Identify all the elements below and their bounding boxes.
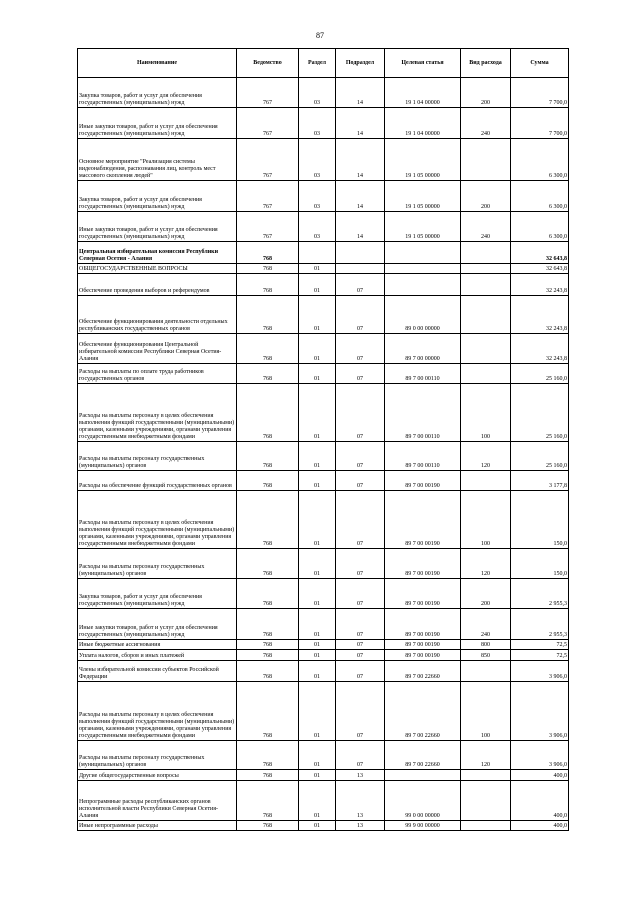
cell-expense-type: 100 (461, 384, 511, 442)
cell-target-article: 89 7 00 00190 (385, 491, 461, 549)
cell-subsection: 14 (336, 139, 385, 181)
header-expense-type: Вид расхода (461, 49, 511, 78)
table-row (78, 741, 569, 770)
cell-target-article: 89 7 00 00190 (385, 549, 461, 579)
cell-name: Члены избирательной комиссии субъектов Российской Федерации (78, 661, 237, 682)
cell-department: 768 (237, 770, 299, 781)
cell-subsection: 07 (336, 274, 385, 296)
cell-name: Закупка товаров, работ и услуг для обеспечения государственных (муниципальных) нужд (78, 78, 237, 108)
table-row (78, 661, 569, 682)
cell-department: 768 (237, 491, 299, 549)
cell-name: Уплата налогов, сборов и иных платежей (78, 650, 237, 661)
cell-target-article (385, 242, 461, 264)
cell-expense-type: 800 (461, 640, 511, 650)
table-row (78, 491, 569, 549)
cell-department: 767 (237, 108, 299, 139)
cell-subsection: 14 (336, 108, 385, 139)
cell-section: 01 (299, 781, 336, 821)
cell-subsection: 07 (336, 491, 385, 549)
cell-section: 01 (299, 579, 336, 609)
cell-subsection: 07 (336, 442, 385, 471)
budget-table (77, 48, 569, 831)
cell-department: 767 (237, 78, 299, 108)
table-row (78, 770, 569, 781)
cell-amount: 400,0 (511, 781, 569, 821)
cell-expense-type: 240 (461, 609, 511, 640)
cell-subsection: 07 (336, 682, 385, 741)
cell-amount: 72,5 (511, 640, 569, 650)
cell-amount: 150,0 (511, 491, 569, 549)
cell-target-article: 89 7 00 00190 (385, 579, 461, 609)
cell-name: Обеспечение функционирования деятельности отдельных республиканских государственных органов (78, 296, 237, 334)
cell-department: 767 (237, 181, 299, 212)
cell-subsection: 07 (336, 364, 385, 384)
cell-target-article (385, 770, 461, 781)
cell-department: 768 (237, 682, 299, 741)
cell-section: 01 (299, 334, 336, 364)
table-row (78, 108, 569, 139)
cell-name: Обеспечение функционирования Центральной избирательной комиссии Республики Северная Осетия-Алания (78, 334, 237, 364)
cell-name: Расходы на выплаты персоналу государственных (муниципальных) органов (78, 442, 237, 471)
cell-name: Расходы на обеспечение функций государственных органов (78, 471, 237, 491)
header-subsection: Подраздел (336, 49, 385, 78)
table-row (78, 334, 569, 364)
cell-department: 768 (237, 650, 299, 661)
cell-target-article (385, 274, 461, 296)
cell-name: Расходы на выплаты по оплате труда работников государственных органов (78, 364, 237, 384)
cell-amount: 6 300,0 (511, 139, 569, 181)
cell-name: Иные закупки товаров, работ и услуг для обеспечения государственных (муниципальных) нужд (78, 609, 237, 640)
page-number: 87 (316, 31, 324, 40)
cell-section: 01 (299, 264, 336, 274)
cell-department: 768 (237, 609, 299, 640)
cell-section: 03 (299, 139, 336, 181)
cell-subsection: 07 (336, 296, 385, 334)
cell-department: 768 (237, 579, 299, 609)
cell-amount: 7 700,0 (511, 78, 569, 108)
cell-amount: 25 160,0 (511, 364, 569, 384)
cell-department: 768 (237, 741, 299, 770)
table-header-row (78, 49, 569, 78)
cell-name: Обеспечение проведения выборов и референдумов (78, 274, 237, 296)
cell-department: 768 (237, 334, 299, 364)
cell-amount: 3 906,0 (511, 741, 569, 770)
cell-target-article: 19 1 04 00000 (385, 108, 461, 139)
cell-amount: 25 160,0 (511, 384, 569, 442)
cell-name: Закупка товаров, работ и услуг для обеспечения государственных (муниципальных) нужд (78, 579, 237, 609)
cell-target-article: 19 1 05 00000 (385, 181, 461, 212)
table-row (78, 682, 569, 741)
cell-section (299, 242, 336, 264)
cell-amount: 2 955,3 (511, 609, 569, 640)
cell-name: Иные непрограммные расходы (78, 821, 237, 831)
cell-section: 01 (299, 384, 336, 442)
cell-target-article: 89 7 00 00190 (385, 471, 461, 491)
cell-amount: 400,0 (511, 770, 569, 781)
cell-expense-type: 850 (461, 650, 511, 661)
table-row (78, 181, 569, 212)
cell-amount: 2 955,3 (511, 579, 569, 609)
cell-target-article: 89 7 00 22660 (385, 741, 461, 770)
cell-expense-type (461, 821, 511, 831)
cell-target-article: 89 0 00 00000 (385, 296, 461, 334)
cell-name: ОБЩЕГОСУДАРСТВЕННЫЕ ВОПРОСЫ (78, 264, 237, 274)
cell-department: 768 (237, 384, 299, 442)
cell-expense-type (461, 139, 511, 181)
cell-subsection: 13 (336, 770, 385, 781)
cell-expense-type (461, 770, 511, 781)
header-name: Наименование (78, 49, 237, 78)
cell-amount: 32 643,8 (511, 242, 569, 264)
cell-expense-type: 120 (461, 442, 511, 471)
cell-subsection: 14 (336, 181, 385, 212)
cell-expense-type: 120 (461, 549, 511, 579)
cell-expense-type: 200 (461, 78, 511, 108)
cell-name: Непрограммные расходы республиканских органов исполнительной власти Республики Северная Осетия-Алания (78, 781, 237, 821)
cell-section: 01 (299, 770, 336, 781)
cell-expense-type: 240 (461, 108, 511, 139)
cell-name: Расходы на выплаты персоналу государственных (муниципальных) органов (78, 549, 237, 579)
cell-name: Основное мероприятие "Реализация системы видеонаблюдения, распознавания лиц, контроль мест массового скопления людей" (78, 139, 237, 181)
cell-department: 768 (237, 442, 299, 471)
table-row (78, 781, 569, 821)
cell-expense-type (461, 781, 511, 821)
cell-department: 768 (237, 821, 299, 831)
table-body (78, 78, 569, 831)
cell-name: Иные бюджетные ассигнования (78, 640, 237, 650)
cell-expense-type (461, 296, 511, 334)
cell-target-article (385, 264, 461, 274)
cell-subsection: 14 (336, 78, 385, 108)
cell-target-article: 89 7 00 00190 (385, 609, 461, 640)
cell-section: 01 (299, 640, 336, 650)
cell-subsection: 13 (336, 781, 385, 821)
cell-subsection: 07 (336, 661, 385, 682)
cell-subsection: 07 (336, 549, 385, 579)
cell-department: 768 (237, 471, 299, 491)
cell-section: 01 (299, 821, 336, 831)
table-row (78, 609, 569, 640)
cell-subsection: 07 (336, 741, 385, 770)
table-row (78, 139, 569, 181)
cell-department: 768 (237, 296, 299, 334)
header-amount: Сумма (511, 49, 569, 78)
table-row (78, 212, 569, 242)
cell-subsection: 13 (336, 821, 385, 831)
cell-expense-type (461, 242, 511, 264)
table-row (78, 640, 569, 650)
cell-target-article: 89 7 00 00110 (385, 384, 461, 442)
cell-target-article: 89 7 00 00000 (385, 334, 461, 364)
table-row (78, 78, 569, 108)
cell-name: Иные закупки товаров, работ и услуг для обеспечения государственных (муниципальных) нужд (78, 212, 237, 242)
table-row (78, 242, 569, 264)
cell-expense-type: 240 (461, 212, 511, 242)
cell-target-article: 89 7 00 00110 (385, 364, 461, 384)
cell-expense-type: 100 (461, 682, 511, 741)
cell-subsection: 07 (336, 384, 385, 442)
cell-section: 01 (299, 682, 336, 741)
header-section: Раздел (299, 49, 336, 78)
cell-subsection: 07 (336, 650, 385, 661)
cell-section: 01 (299, 471, 336, 491)
cell-amount: 72,5 (511, 650, 569, 661)
cell-subsection: 07 (336, 334, 385, 364)
cell-section: 01 (299, 549, 336, 579)
cell-subsection: 07 (336, 579, 385, 609)
cell-expense-type: 120 (461, 741, 511, 770)
cell-expense-type (461, 334, 511, 364)
cell-section: 01 (299, 609, 336, 640)
cell-name: Расходы на выплаты персоналу в целях обеспечения выполнения функций государственными (муниципальными) органами, казенными учреждениями, органами управления государственными внебюджетными фондами (78, 384, 237, 442)
cell-target-article: 89 7 00 22660 (385, 682, 461, 741)
cell-target-article: 89 7 00 00190 (385, 650, 461, 661)
cell-amount: 32 243,8 (511, 274, 569, 296)
cell-amount: 25 160,0 (511, 442, 569, 471)
cell-expense-type: 200 (461, 181, 511, 212)
cell-section: 01 (299, 661, 336, 682)
cell-section: 01 (299, 741, 336, 770)
table-row (78, 442, 569, 471)
cell-amount: 7 700,0 (511, 108, 569, 139)
cell-amount: 3 906,0 (511, 661, 569, 682)
cell-subsection: 07 (336, 609, 385, 640)
cell-section: 01 (299, 296, 336, 334)
cell-target-article: 89 7 00 00110 (385, 442, 461, 471)
cell-section: 01 (299, 274, 336, 296)
cell-name: Другие общегосударственные вопросы (78, 770, 237, 781)
cell-amount: 3 177,8 (511, 471, 569, 491)
cell-section: 03 (299, 78, 336, 108)
cell-name: Расходы на выплаты персоналу в целях обеспечения выполнения функций государственными (муниципальными) органами, казенными учреждениями, органами управления государственными внебюджетными фондами (78, 491, 237, 549)
cell-section: 01 (299, 491, 336, 549)
cell-expense-type (461, 274, 511, 296)
cell-amount: 32 643,8 (511, 264, 569, 274)
cell-expense-type: 200 (461, 579, 511, 609)
cell-amount: 6 300,0 (511, 181, 569, 212)
table-row (78, 364, 569, 384)
cell-amount: 3 906,0 (511, 682, 569, 741)
table-row (78, 274, 569, 296)
cell-amount: 32 243,8 (511, 296, 569, 334)
table-row (78, 384, 569, 442)
cell-amount: 400,0 (511, 821, 569, 831)
table-row (78, 264, 569, 274)
table-row (78, 471, 569, 491)
cell-amount: 150,0 (511, 549, 569, 579)
cell-section: 03 (299, 212, 336, 242)
cell-expense-type (461, 471, 511, 491)
cell-department: 767 (237, 212, 299, 242)
cell-section: 01 (299, 442, 336, 471)
table-row (78, 650, 569, 661)
cell-department: 768 (237, 640, 299, 650)
cell-target-article: 19 1 04 00000 (385, 78, 461, 108)
cell-section: 01 (299, 650, 336, 661)
cell-target-article: 89 7 00 22660 (385, 661, 461, 682)
cell-department: 768 (237, 264, 299, 274)
cell-section: 01 (299, 364, 336, 384)
cell-expense-type (461, 661, 511, 682)
cell-section: 03 (299, 181, 336, 212)
cell-target-article: 19 1 05 00000 (385, 212, 461, 242)
cell-section: 03 (299, 108, 336, 139)
cell-subsection: 07 (336, 471, 385, 491)
cell-name: Центральная избирательная комиссия Республики Северная Осетия - Алания (78, 242, 237, 264)
cell-subsection: 07 (336, 640, 385, 650)
cell-subsection: 14 (336, 212, 385, 242)
cell-name: Расходы на выплаты персоналу государственных (муниципальных) органов (78, 741, 237, 770)
cell-amount: 32 243,8 (511, 334, 569, 364)
cell-expense-type: 100 (461, 491, 511, 549)
cell-name: Расходы на выплаты персоналу в целях обеспечения выполнения функций государственными (муниципальными) органами, казенными учреждениями, органами управления государственными внебюджетными фондами (78, 682, 237, 741)
cell-amount: 6 300,0 (511, 212, 569, 242)
cell-name: Закупка товаров, работ и услуг для обеспечения государственных (муниципальных) нужд (78, 181, 237, 212)
cell-subsection (336, 242, 385, 264)
cell-name: Иные закупки товаров, работ и услуг для обеспечения государственных (муниципальных) нужд (78, 108, 237, 139)
cell-target-article: 99 9 00 00000 (385, 821, 461, 831)
cell-department: 768 (237, 274, 299, 296)
header-department: Ведомство (237, 49, 299, 78)
cell-department: 768 (237, 661, 299, 682)
cell-department: 768 (237, 781, 299, 821)
cell-target-article: 19 1 05 00000 (385, 139, 461, 181)
cell-department: 768 (237, 242, 299, 264)
cell-target-article: 89 7 00 00190 (385, 640, 461, 650)
cell-department: 768 (237, 549, 299, 579)
cell-department: 767 (237, 139, 299, 181)
table-row (78, 821, 569, 831)
table-row (78, 549, 569, 579)
cell-subsection (336, 264, 385, 274)
cell-expense-type (461, 264, 511, 274)
header-target-article: Целевая статья (385, 49, 461, 78)
table-row (78, 579, 569, 609)
cell-expense-type (461, 364, 511, 384)
cell-target-article: 99 0 00 00000 (385, 781, 461, 821)
cell-department: 768 (237, 364, 299, 384)
table-row (78, 296, 569, 334)
